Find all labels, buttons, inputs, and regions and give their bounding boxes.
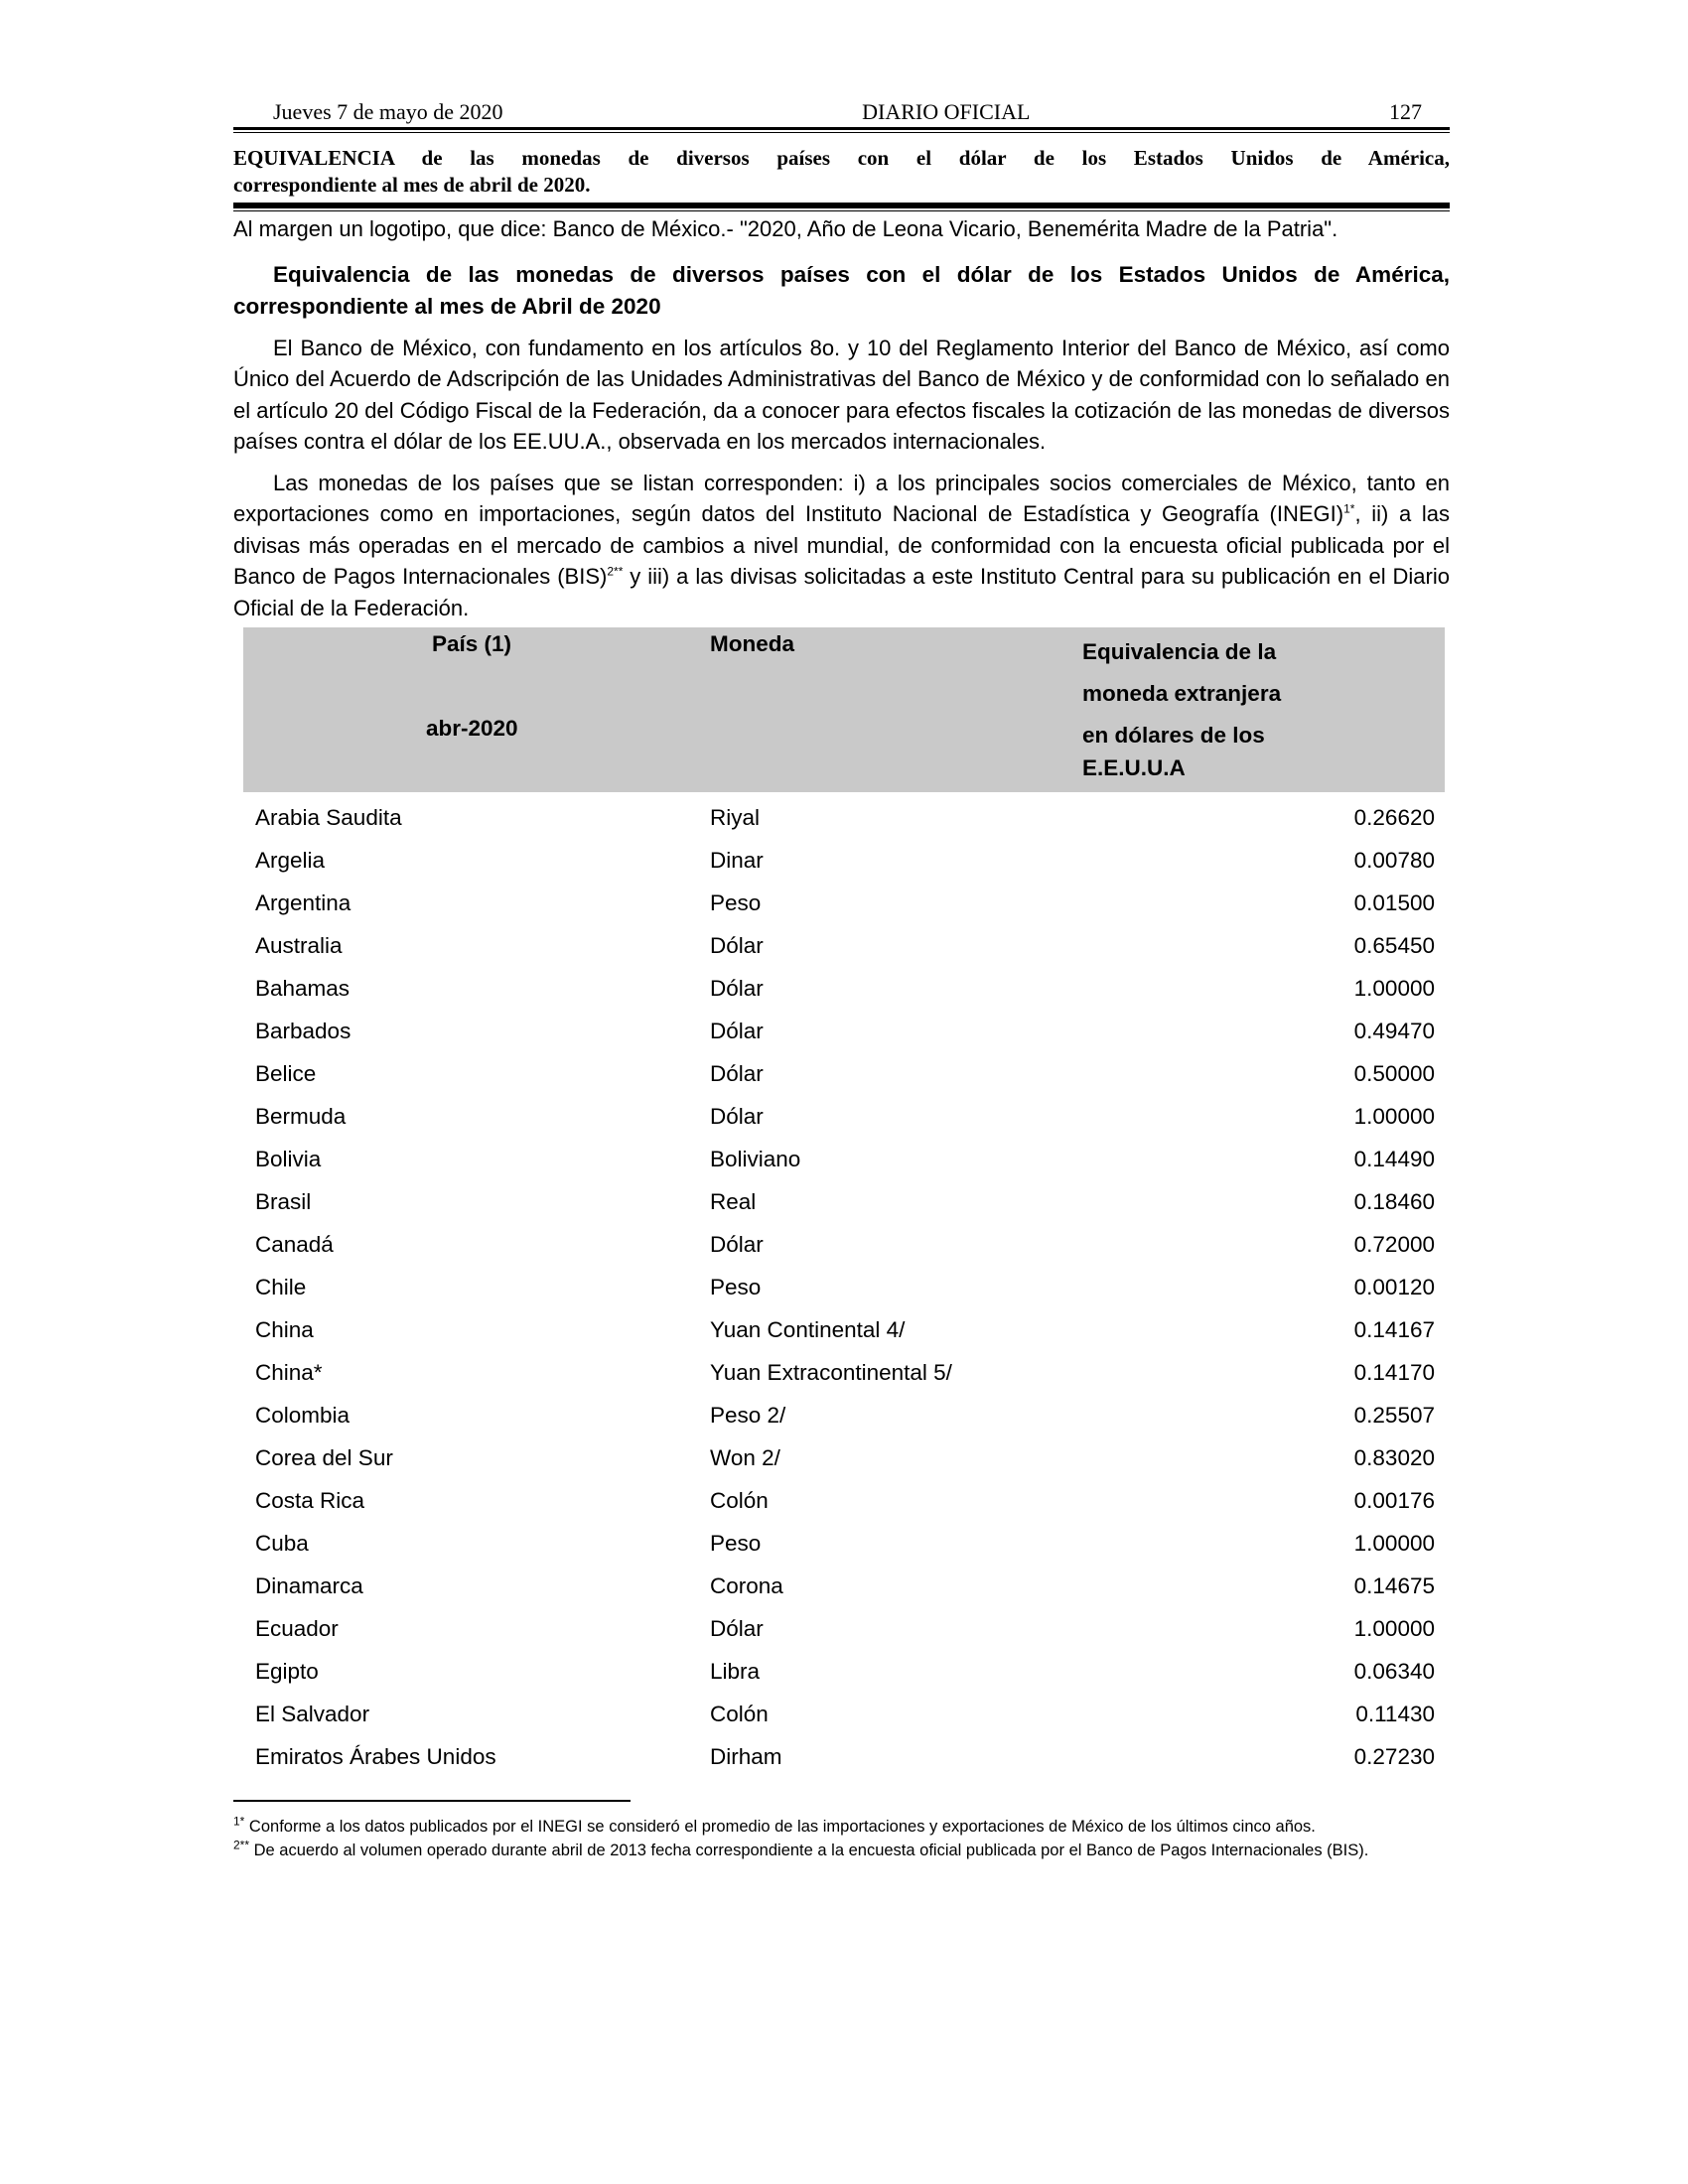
cell-moneda: Dólar: [710, 1018, 764, 1043]
cell-pais: Bahamas: [255, 975, 351, 1001]
cell-moneda: Dirham: [710, 1743, 782, 1769]
cell-valor: 0.27230: [1353, 1743, 1435, 1769]
cell-valor: 0.06340: [1353, 1658, 1435, 1684]
cell-valor: 0.25507: [1353, 1402, 1435, 1428]
section-subtitle: Equivalencia de las monedas de diversos países con el dólar de los Estados Unidos de América, correspondiente al mes de Abril de 2020: [233, 261, 1450, 319]
paragraph2-part1: Las monedas de los países que se listan corresponden: i) a los principales socios comerciales de México, tanto en exportaciones como en importaciones, según datos del Instituto Nacional de Estadística y Geografía (INEGI): [233, 470, 1450, 526]
table-row: [243, 1180, 1445, 1223]
equiv-header-line: en dólares de los: [1082, 723, 1265, 748]
cell-pais: Argelia: [255, 847, 326, 873]
table-row: [243, 839, 1445, 882]
header-rule: [233, 127, 1450, 130]
table-row: [243, 1308, 1445, 1351]
cell-pais: El Salvador: [255, 1701, 370, 1726]
cell-pais: Bermuda: [255, 1103, 347, 1129]
table-row: [243, 1052, 1445, 1095]
equivalence-table: [243, 627, 1445, 1778]
table-body: [243, 792, 1445, 1778]
cell-valor: 0.00120: [1353, 1274, 1435, 1299]
cell-moneda: Dólar: [710, 1103, 764, 1129]
cell-moneda: Peso: [710, 889, 762, 915]
header-rule-thin: [233, 132, 1450, 133]
footnote-mark: 1*: [233, 1814, 245, 1829]
cell-pais: Arabia Saudita: [255, 804, 402, 830]
decree-title-line2: correspondiente al mes de abril de 2020.: [233, 173, 591, 197]
paragraph-legal-basis: El Banco de México, con fundamento en los artículos 8o. y 10 del Reglamento Interior del Banco de México, así como Único del Acuerdo de Adscripción de las Unidades Administrativas del Banco de México y de conformidad con lo señalado en el artículo 20 del Código Fiscal de la Federación, da a conocer para efectos fiscales la cotización de las monedas de diversos países contra el dólar de los EE.UU.A., observada en los mercados internacionales.: [233, 335, 1450, 454]
cell-pais: Brasil: [255, 1188, 312, 1214]
decree-title-line1: EQUIVALENCIA de las monedas de diversos países con el dólar de los Estados Unidos de América,: [233, 146, 1450, 170]
cell-pais: Belice: [255, 1060, 317, 1086]
table-row: [243, 1010, 1445, 1052]
cell-valor: 0.65450: [1353, 932, 1435, 958]
equiv-header-line: E.E.U.U.A: [1082, 755, 1186, 780]
cell-moneda: Corona: [710, 1572, 783, 1598]
cell-valor: 0.72000: [1353, 1231, 1435, 1257]
cell-moneda: Won 2/: [710, 1444, 780, 1470]
cell-valor: 1.00000: [1353, 1103, 1435, 1129]
table-row: [243, 1650, 1445, 1693]
table-row: [243, 1394, 1445, 1436]
cell-pais: Costa Rica: [255, 1487, 365, 1513]
cell-valor: 0.83020: [1353, 1444, 1435, 1470]
cell-pais: Australia: [255, 932, 343, 958]
footnote-separator: [233, 1800, 631, 1802]
cell-moneda: Peso: [710, 1274, 762, 1299]
table-row: [243, 1565, 1445, 1607]
cell-valor: 0.49470: [1353, 1018, 1435, 1043]
header-publication: DIARIO OFICIAL: [862, 99, 1031, 124]
footnotes: [233, 1816, 1450, 1862]
title-rule-thick: [233, 203, 1450, 208]
header-page-number: 127: [1388, 99, 1422, 124]
cell-valor: 0.50000: [1353, 1060, 1435, 1086]
cell-pais: Cuba: [255, 1530, 309, 1556]
cell-pais: Ecuador: [255, 1615, 339, 1641]
cell-valor: 1.00000: [1353, 1615, 1435, 1641]
column-header-pais: País (1): [432, 631, 512, 656]
cell-moneda: Riyal: [710, 804, 761, 830]
table-row: [243, 1436, 1445, 1479]
footnote-ref-2: 2**: [607, 564, 624, 579]
cell-valor: 0.26620: [1353, 804, 1435, 830]
cell-moneda: Yuan Continental 4/: [710, 1316, 906, 1342]
cell-pais: Argentina: [255, 889, 352, 915]
cell-pais: Barbados: [255, 1018, 352, 1043]
cell-pais: China: [255, 1316, 314, 1342]
cell-pais: Canadá: [255, 1231, 334, 1257]
cell-valor: 0.14490: [1353, 1146, 1435, 1171]
cell-moneda: Dólar: [710, 975, 764, 1001]
cell-pais: Dinamarca: [255, 1572, 363, 1598]
column-header-moneda: Moneda: [710, 631, 795, 656]
table-row: [243, 1607, 1445, 1650]
cell-valor: 1.00000: [1353, 1530, 1435, 1556]
cell-valor: 0.11430: [1355, 1701, 1435, 1726]
header-date: Jueves 7 de mayo de 2020: [273, 99, 503, 124]
running-header: [233, 91, 1450, 125]
table-row: [243, 1223, 1445, 1266]
column-header-equivalencia: [1082, 631, 1340, 780]
column-header-period: abr-2020: [426, 716, 518, 741]
cell-moneda: Peso 2/: [710, 1402, 786, 1428]
cell-moneda: Boliviano: [710, 1146, 801, 1171]
cell-moneda: Libra: [710, 1658, 761, 1684]
cell-moneda: Colón: [710, 1701, 769, 1726]
cell-pais: Chile: [255, 1274, 307, 1299]
footnote-1: [233, 1816, 1450, 1840]
cell-moneda: Peso: [710, 1530, 762, 1556]
cell-pais: Colombia: [255, 1402, 351, 1428]
footnote-ref-1: 1*: [1343, 501, 1355, 516]
cell-valor: 0.00780: [1353, 847, 1435, 873]
table-row: [243, 1138, 1445, 1180]
paragraph2-part2: , ii) a las divisas más operadas en el mercado de cambios a nivel mundial, de conformidad con la encuesta oficial publicada por el Banco de Pagos Internacionales (BIS): [233, 501, 1450, 589]
cell-pais: Bolivia: [255, 1146, 322, 1171]
cell-valor: 0.14167: [1353, 1316, 1435, 1342]
table-row: [243, 1693, 1445, 1735]
table-row: [243, 1735, 1445, 1778]
table-row: [243, 1522, 1445, 1565]
cell-moneda: Yuan Extracontinental 5/: [710, 1359, 952, 1385]
cell-valor: 0.14675: [1353, 1572, 1435, 1598]
document-page: [233, 91, 1450, 1862]
table-row: [243, 967, 1445, 1010]
table-row: [243, 924, 1445, 967]
equiv-header-line: moneda extranjera: [1082, 681, 1282, 706]
equiv-header-line: Equivalencia de la: [1082, 639, 1277, 664]
margin-note: Al margen un logotipo, que dice: Banco de México.- "2020, Año de Leona Vicario, Benemérita Madre de la Patria".: [233, 216, 1338, 241]
cell-valor: 0.14170: [1353, 1359, 1435, 1385]
table-row: [243, 1351, 1445, 1394]
cell-valor: 0.01500: [1353, 889, 1435, 915]
cell-moneda: Dólar: [710, 1060, 764, 1086]
table-row: [243, 796, 1445, 839]
table-row: [243, 1095, 1445, 1138]
cell-pais: Emiratos Árabes Unidos: [255, 1743, 496, 1769]
footnote-text: Conforme a los datos publicados por el INEGI se consideró el promedio de las importaciones y exportaciones de México de los últimos cinco años.: [244, 1818, 1316, 1836]
footnote-2: [233, 1840, 1450, 1863]
cell-valor: 0.00176: [1353, 1487, 1435, 1513]
cell-moneda: Real: [710, 1188, 757, 1214]
table-row: [243, 882, 1445, 924]
paragraph2-part3: y iii) a las divisas solicitadas a este Instituto Central para su publicación en el Diario Oficial de la Federación.: [233, 564, 1450, 620]
table-row: [243, 1266, 1445, 1308]
decree-title: [233, 145, 1450, 199]
cell-pais: China*: [255, 1359, 323, 1385]
paragraph-currency-selection: [233, 468, 1450, 624]
cell-pais: Corea del Sur: [255, 1444, 393, 1470]
cell-pais: Egipto: [255, 1658, 319, 1684]
cell-valor: 1.00000: [1353, 975, 1435, 1001]
cell-moneda: Colón: [710, 1487, 769, 1513]
table-row: [243, 1479, 1445, 1522]
footnote-mark: 2**: [233, 1838, 250, 1851]
cell-moneda: Dólar: [710, 1615, 764, 1641]
cell-valor: 0.18460: [1353, 1188, 1435, 1214]
footnote-text: De acuerdo al volumen operado durante abril de 2013 fecha correspondiente a la encuesta oficial publicada por el Banco de Pagos Internacionales (BIS).: [249, 1841, 1369, 1859]
cell-moneda: Dólar: [710, 1231, 764, 1257]
cell-moneda: Dólar: [710, 932, 764, 958]
title-rule-thin: [233, 210, 1450, 211]
table-header: [243, 627, 1445, 792]
cell-moneda: Dinar: [710, 847, 764, 873]
